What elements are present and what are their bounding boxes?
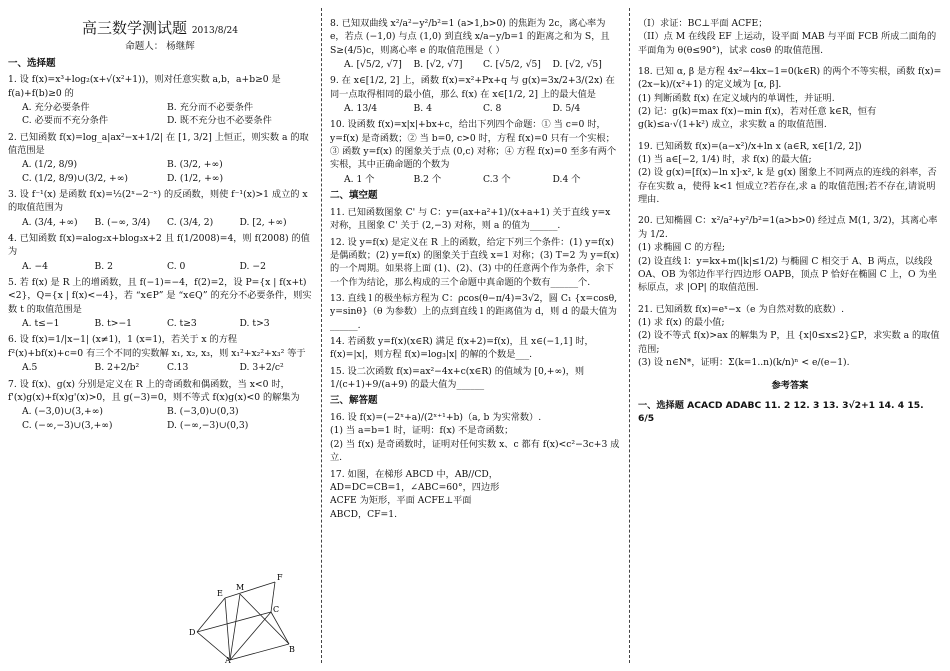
question-16: 16. 设 f(x)=(−2ˣ+a)/(2ˣ⁺¹+b)（a, b 为实常数）. (1) 当 a=b=1 时，证明：f(x) 不是奇函数； (2) 当 f(x) 是奇函数时，证明对任何实数 x、c 都有 f(x)<c²−3c+3 成立.	[330, 412, 620, 464]
option: D. (1/2, +∞)	[167, 172, 224, 184]
option: A. 1 个	[344, 173, 375, 185]
option: D. 5/4	[552, 103, 581, 115]
option: C. [√5/2, √5]	[483, 59, 541, 71]
option: C. 必要而不充分条件	[22, 115, 109, 127]
question-5: 5. 若 f(x) 是 R 上的增函数，且 f(−1)=−4，f(2)=2，设 P={x | f(x+t)<2}，Q={x | f(x)<−4}，若 “x∈P” 是 “x∈Q” 的充分不必要条件，则实数 t 的取值范围是	[8, 277, 312, 315]
option: A. t≤−1	[22, 318, 60, 330]
option: A. (1/2, 8/9)	[22, 159, 78, 171]
options-3	[8, 216, 312, 229]
figure-label-b: B	[289, 645, 295, 654]
figure-label-c: C	[273, 605, 280, 614]
section-choice: 一、选择题	[8, 57, 56, 69]
options-7	[8, 405, 312, 432]
column-right	[638, 14, 942, 665]
question-3: 3. 设 f⁻¹(x) 是函数 f(x)=½(2ˣ−2⁻ˣ) 的反函数，则使 f⁻¹(x)>1 成立的 x 的取值范围为	[8, 189, 311, 214]
title-date: 2013/8/24	[191, 26, 238, 36]
option: C.13	[167, 362, 189, 374]
question-20: 20. 已知椭圆 C：x²/a²+y²/b²=1(a>b>0) 经过点 M(1, 3/2)，其离心率为 1/2. (1) 求椭圆 C 的方程; (2) 设直线 l：y=kx+m(|k|≤1/2) 与椭圆 C 相交于 A、B 两点，以线段 OA、OB 为邻边作平行四边形 OAPB，顶点 P 恰好在椭圆 C 上，O 为坐标原点，求 |OP| 的取值范围.	[638, 215, 938, 294]
option: B. [√2, √7]	[413, 59, 463, 71]
option: A. [√5/2, √7]	[344, 59, 402, 71]
option: D. [√2, √5]	[552, 59, 602, 71]
option: B. 2	[94, 260, 113, 272]
option: B. t>−1	[94, 318, 133, 330]
option: B.2 个	[413, 173, 442, 185]
column-divider-1	[321, 8, 322, 663]
section-solutions: 三、解答题	[330, 395, 378, 407]
option: A. −4	[22, 260, 49, 272]
question-17: 17. 如图，在梯形 ABCD 中，AB//CD，AD=DC=CB=1，∠ABC=60°，四边形 ACFE 为矩形，平面 ACFE⊥平面 ABCD，CF=1.	[330, 468, 503, 520]
figure-label-f: F	[277, 573, 283, 582]
option: A.5	[22, 362, 38, 374]
option: D.4 个	[552, 173, 581, 185]
option: D. (−∞,−3)∪(0,3)	[167, 419, 249, 431]
options-5	[8, 317, 312, 330]
question-6: 6. 设 f(x)=1/|x−1| (x≠1)，1 (x=1)，若关于 x 的方程 f²(x)+bf(x)+c=0 有三个不同的实数解 x₁, x₂, x₃，则 x₁²+x₂²+x₃² 等于	[8, 334, 306, 359]
option: C. (−∞,−3)∪(3,+∞)	[22, 419, 113, 431]
options-4	[8, 260, 312, 273]
option: C. 8	[483, 103, 502, 115]
answers-title: 参考答案	[771, 380, 809, 392]
option: B. (3/2, +∞)	[167, 159, 223, 171]
question-17-parts: （I）求证：BC⊥平面 ACFE； （II）点 M 在线段 EF 上运动，设平面 MAB 与平面 FCB 所成二面角的平面角为 θ(θ≤90°)，试求 cosθ 的取值范围.	[638, 18, 937, 56]
options-10	[330, 173, 622, 186]
option: B. 4	[413, 103, 432, 115]
option: A. 充分必要条件	[22, 101, 90, 113]
option: D. 既不充分也不必要条件	[167, 115, 272, 127]
figure-label-d: D	[189, 628, 196, 637]
author-line: 命题人： 杨继辉	[125, 40, 195, 52]
option: B. (−∞, 3/4)	[94, 216, 151, 228]
option: D. −2	[239, 260, 266, 272]
question-13: 13. 直线 l 的极坐标方程为 C：ρcos(θ−π/4)=3√2，圆 C₁ {x=cosθ, y=sinθ}（θ 为参数）上的点到直线 l 的距离值为 d，则 d 的最大值为______.	[330, 292, 620, 331]
question-7: 7. 设 f(x)、g(x) 分别是定义在 R 上的奇函数和偶函数，当 x<0 时，f'(x)g(x)+f(x)g'(x)>0，且 g(−3)=0，则不等式 f(x)g(x)<0 的解集为	[8, 378, 300, 403]
question-8: 8. 已知双曲线 x²/a²−y²/b²=1 (a>1,b>0) 的焦距为 2c，离心率为 e，若点 (−1,0) 与点 (1,0) 到直线 x/a−y/b=1 的距离之和为 S，且 S≥(4/5)c，则离心率 e 的取值范围是（ ）	[330, 18, 613, 56]
option: D. t>3	[239, 318, 270, 330]
options-8	[330, 58, 622, 71]
answers-line: 一、选择题 ACACD ADABC 11. 2 12. 3 13. 3√2+1 14. 4 15. 6/5	[638, 399, 924, 424]
question-19: 19. 已知函数 f(x)=(a−x²)/x+ln x (a∈R, x∈[1/2, 2]) (1) 当 a∈[−2, 1/4) 时，求 f(x) 的最大值; (2) 设 g(x)=[f(x)−ln x]·x², k 是 g(x) 图象上不同两点的连线的斜率，否存在实数 a，使得 k<1 恒成立?若存在,求 a 的取值范围;若不存在,请说明理由.	[638, 140, 937, 206]
question-9: 9. 在 x∈[1/2, 2] 上，函数 f(x)=x²+Px+q 与 g(x)=3x/2+3/(2x) 在同一点取得相同的最小值，那么 f(x) 在 x∈[1/2, 2] 上的最大值是	[330, 75, 615, 100]
question-4: 4. 已知函数 f(x)=alog₂x+blog₃x+2 且 f(1/2008)=4，则 f(2008) 的值为	[8, 233, 310, 258]
option: A. (−3,0)∪(3,+∞)	[22, 406, 103, 418]
option: C. (1/2, 8/9)∪(3/2, +∞)	[22, 172, 128, 184]
question-11: 11. 已知函数图象 C' 与 C：y=(ax+a²+1)/(x+a+1) 关于直线 y=x 对称，且图象 C' 关于 (2,−3) 对称，则 a 的值为______.	[330, 206, 614, 232]
question-10: 10. 设函数 f(x)=x|x|+bx+c，给出下列四个命题：① 当 c=0 时，y=f(x) 是奇函数；② 当 b=0, c>0 时，方程 f(x)=0 只有一个实根；③ 函数 y=f(x) 的图象关于点 (0,c) 对称；④ 方程 f(x)=0 至多有两个实根，其中正确命题的个数为	[330, 119, 617, 171]
options-1	[8, 101, 312, 128]
option: B. (−3,0)∪(0,3)	[167, 406, 239, 418]
column-middle	[330, 14, 622, 665]
section-fill-in: 二、填空题	[330, 190, 378, 202]
column-divider-2	[629, 8, 630, 663]
option: B. 2+2/b²	[94, 362, 140, 374]
option: C.3 个	[483, 173, 511, 185]
question-21: 21. 已知函数 f(x)=eˣ−x（e 为自然对数的底数）. (1) 求 f(x) 的最小值; (2) 设不等式 f(x)>ax 的解集为 P，且 {x|0≤x≤2}⊆P，求实数 a 的取值范围; (3) 设 n∈N*，证明：Σ(k=1..n)(k/n)ⁿ < e/(e−1).	[638, 303, 940, 368]
trapezoid-figure	[185, 552, 297, 664]
option: C. (3/4, 2)	[167, 216, 214, 228]
question-2: 2. 已知函数 f(x)=log_a|ax²−x+1/2| 在 [1, 3/2] 上恒正，则实数 a 的取值范围是	[8, 131, 309, 156]
title-text: 高三数学测试题	[82, 19, 188, 37]
figure-label-e: E	[217, 589, 223, 598]
option: A. (3/4, +∞)	[22, 216, 78, 228]
question-18: 18. 已知 α, β 是方程 4x²−4kx−1=0(k∈R) 的两个不等实根，函数 f(x)=(2x−k)/(x²+1) 的定义域为 [α, β]. (1) 判断函数 f(x) 在定义域内的单调性，并证明. (2) 记：g(k)=max f(x)−min f(x)，若对任意 k∈R，恒有 g(k)≤a·√(1+k²) 成立，求实数 a 的取值范围.	[638, 66, 942, 131]
option: C. 0	[167, 260, 186, 272]
page-title	[8, 18, 312, 40]
option: D. [2, +∞)	[239, 216, 287, 228]
options-6	[8, 361, 312, 374]
option: C. t≥3	[167, 318, 197, 330]
option: A. 13/4	[344, 103, 378, 115]
option: D. 3+2/c²	[239, 362, 284, 374]
question-12: 12. 设 y=f(x) 是定义在 R 上的函数，给定下列三个条件：(1) y=f(x) 是偶函数；(2) y=f(x) 的图象关于直线 x=1 对称；(3) T=2 为 y=f(x) 的一个周期。如果将上面 (1)、(2)、(3) 中的任意两个作为条件，余下一个作为结论，那么构成的三个命题中真命题的个数有______个.	[330, 236, 622, 288]
question-1: 1. 设 f(x)=x³+log₂(x+√(x²+1))，则对任意实数 a,b，a+b≥0 是 f(a)+f(b)≥0 的	[8, 74, 284, 99]
question-14: 14. 若函数 y=f(x)(x∈R) 满足 f(x+2)=f(x)，且 x∈(−1,1] 时，f(x)=|x|，则方程 f(x)=log₃|x| 的解的个数是___.	[330, 335, 594, 361]
options-9	[330, 102, 622, 115]
question-15: 15. 设二次函数 f(x)=ax²−4x+c(x∈R) 的值域为 [0,+∞)，则 1/(c+1)+9/(a+9) 的最大值为______	[330, 365, 587, 391]
figure-label-a: A	[225, 656, 231, 664]
figure-label-m: M	[236, 583, 245, 592]
options-2	[8, 158, 312, 185]
option: B. 充分而不必要条件	[167, 101, 254, 113]
